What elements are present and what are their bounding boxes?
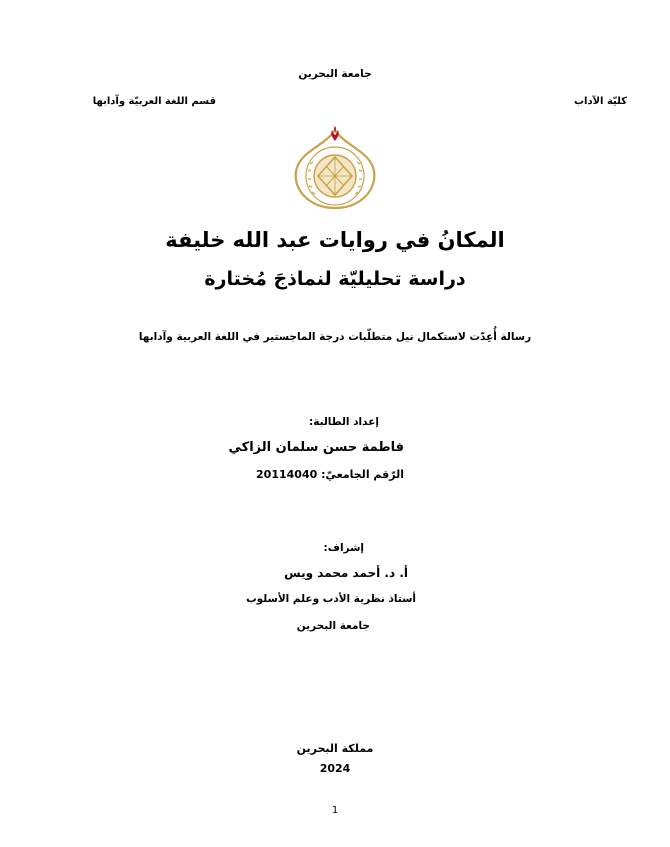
year: 2024	[319, 762, 351, 775]
university-of-bahrain-seal-icon	[290, 124, 380, 214]
student-name: فاطمة حسن سلمان الزاكي	[228, 440, 404, 455]
page-number: 1	[331, 805, 339, 816]
supervisor-title: أستاذ نظرية الأدب وعلم الأسلوب	[246, 593, 416, 605]
department-name: قسم اللغة العربيّة وآدابها	[92, 96, 216, 107]
university-name-header: جامعة البحرين	[298, 68, 372, 80]
supervisor-name: أ. د. أحمد محمد ويس	[284, 566, 408, 580]
thesis-title: المكانُ في روايات عبد الله خليفة	[165, 228, 505, 252]
country-name: مملكة البحرين	[296, 742, 374, 755]
supervision-label: إشراف:	[323, 542, 364, 554]
thesis-purpose: رسالة أُعِدّت لاستكمال نيل متطلّبات درجة الماجستير في اللغة العربية وآدابها	[138, 331, 532, 343]
student-id: الرّقم الجامعيّ: 20114040	[256, 468, 404, 481]
faculty-name: كليّة الآداب	[573, 96, 627, 107]
supervisor-university: جامعة البحرين	[296, 620, 370, 632]
thesis-subtitle: دراسة تحليليّة لنماذجَ مُختارة	[204, 268, 466, 290]
prepared-by-label: إعداد الطالبة:	[309, 416, 379, 428]
